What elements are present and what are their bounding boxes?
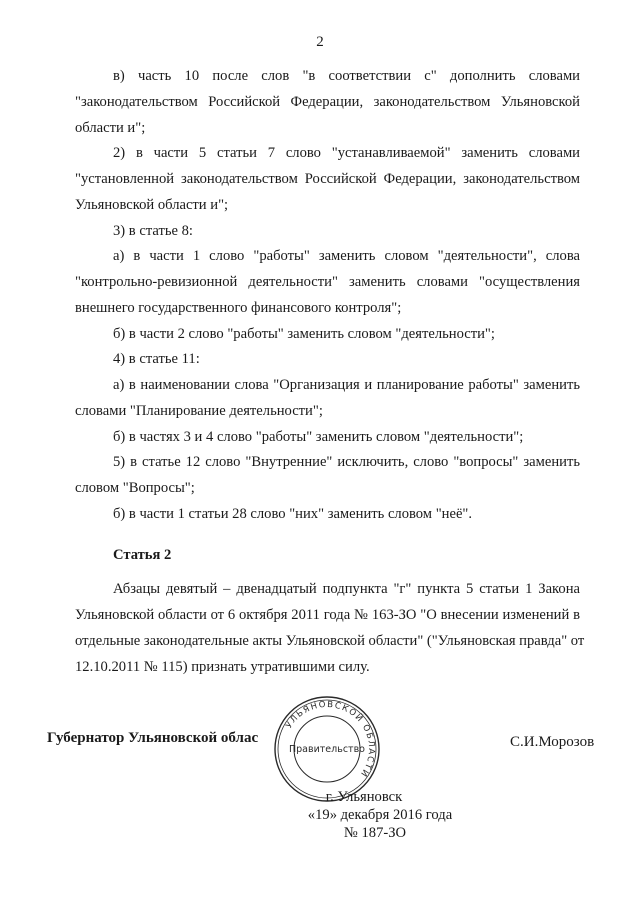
signatory-position: Губернатор Ульяновской облас: [47, 730, 259, 746]
text-line: Ульяновской области от 6 октября 2011 года № 163-ЗО "О внесении изменений в: [75, 607, 580, 623]
text-line: 3) в статье 8:: [113, 223, 193, 239]
svg-text:УЛЬЯНОВСКОЙ ОБЛАСТИ: УЛЬЯНОВСКОЙ ОБЛАСТИ: [284, 699, 377, 780]
text-line: 2) в части 5 статьи 7 слово "устанавливаемой" заменить словами: [113, 145, 580, 161]
place-of-signing: г. Ульяновск: [325, 789, 403, 805]
text-line: словом "Вопросы";: [75, 480, 195, 496]
text-line: 5) в статье 12 слово "Внутренние" исключить, слово "вопросы" заменить: [113, 454, 580, 470]
text-line: в) часть 10 после слов "в соответствии с" дополнить словами: [113, 68, 580, 84]
signatory-name: С.И.Морозов: [510, 734, 595, 750]
page-number: 2: [316, 34, 324, 50]
text-line: 4) в статье 11:: [113, 351, 200, 367]
text-line: а) в наименовании слова "Организация и планирование работы" заменить: [113, 377, 580, 393]
article-heading: Статья 2: [113, 547, 172, 563]
law-date: «19» декабря 2016 года: [307, 807, 453, 823]
svg-text:Правительство: Правительство: [289, 744, 365, 755]
text-line: Абзацы девятый – двенадцатый подпункта "г" пункта 5 статьи 1 Закона: [113, 581, 580, 597]
text-line: "контрольно-ревизионной деятельности" заменить словами "осуществления: [75, 274, 580, 290]
text-line: а) в части 1 слово "работы" заменить словом "деятельности", слова: [113, 248, 580, 264]
text-line: области и";: [75, 120, 146, 136]
text-line: "установленной законодательством Российской Федерации, законодательством: [75, 171, 580, 187]
text-line: б) в части 1 статьи 28 слово "них" заменить словом "неё".: [113, 506, 473, 522]
text-line: б) в частях 3 и 4 слово "работы" заменить словом "деятельности";: [113, 429, 524, 445]
law-number: № 187-ЗО: [343, 825, 407, 841]
text-line: б) в части 2 слово "работы" заменить словом "деятельности";: [113, 326, 495, 342]
text-line: 12.10.2011 № 115) признать утратившими силу.: [75, 659, 370, 675]
text-line: внешнего государственного финансового контроля";: [75, 300, 402, 316]
text-line: "законодательством Российской Федерации, законодательством Ульяновской: [75, 94, 580, 110]
official-seal-stamp: [272, 694, 382, 804]
text-line: словами "Планирование деятельности";: [75, 403, 323, 419]
text-line: отдельные законодательные акты Ульяновской области" ("Ульяновская правда" от: [75, 633, 585, 649]
text-line: Ульяновской области и";: [75, 197, 229, 213]
